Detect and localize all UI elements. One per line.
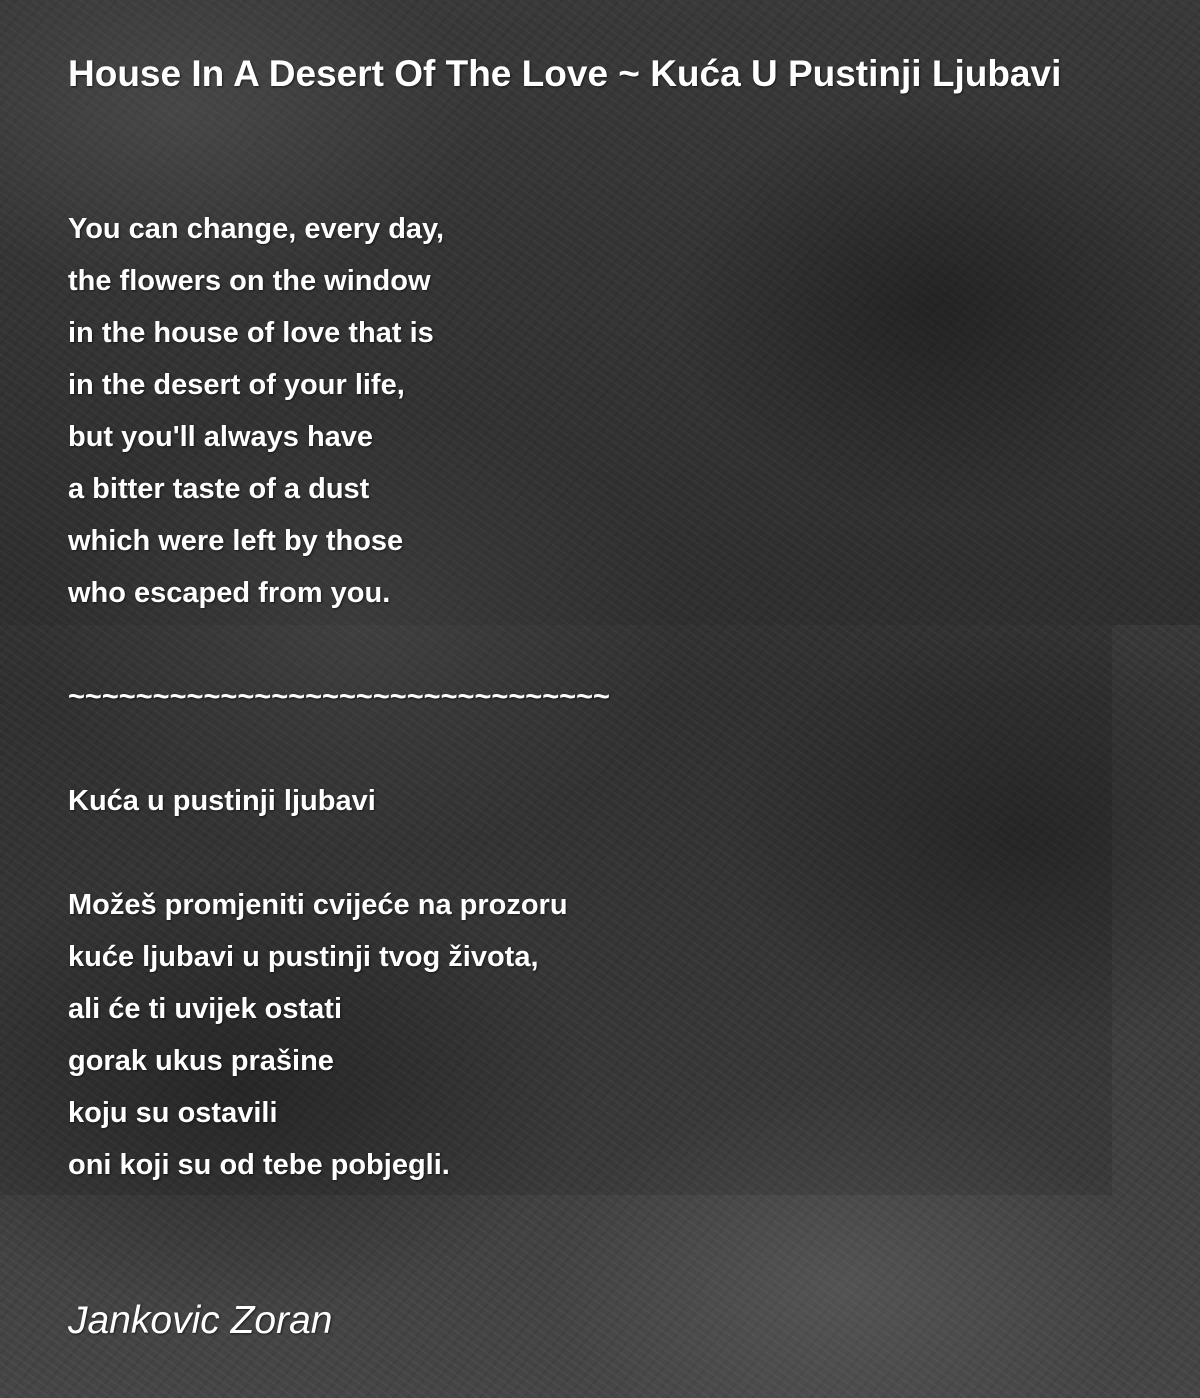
poem-line: You can change, every day, [68, 213, 445, 245]
poem-line: Možeš promjeniti cvijeće na prozoru [68, 889, 568, 921]
poem-line: kuće ljubavi u pustinji tvog života, [68, 941, 539, 973]
poem-line: which were left by those [68, 525, 404, 557]
poem-body [68, 203, 1128, 1191]
poem-divider: ~~~~~~~~~~~~~~~~~~~~~~~~~~~~~~~~ [68, 681, 610, 713]
stanza-break [68, 723, 1128, 775]
poem-subtitle: Kuća u pustinji ljubavi [68, 785, 376, 817]
poem-header [68, 52, 1128, 96]
poem-line: but you'll always have [68, 421, 374, 453]
poem-line: ali će ti uvijek ostati [68, 993, 342, 1025]
poem-line: who escaped from you. [68, 577, 391, 609]
poem-title: House In A Desert Of The Love ~ Kuća U Pustinji Ljubavi [68, 53, 1062, 94]
poem-author: Jankovic Zoran [68, 1299, 333, 1342]
stanza-break [68, 619, 1128, 671]
poem-line: gorak ukus prašine [68, 1045, 334, 1077]
poem-line: koju su ostavili [68, 1097, 278, 1129]
poem-line: oni koji su od tebe pobjegli. [68, 1149, 450, 1181]
poem-line: the flowers on the window [68, 265, 431, 297]
poem-line: in the desert of your life, [68, 369, 405, 401]
stanza-break [68, 827, 1128, 879]
poem-line: a bitter taste of a dust [68, 473, 370, 505]
poem-line: in the house of love that is [68, 317, 434, 349]
